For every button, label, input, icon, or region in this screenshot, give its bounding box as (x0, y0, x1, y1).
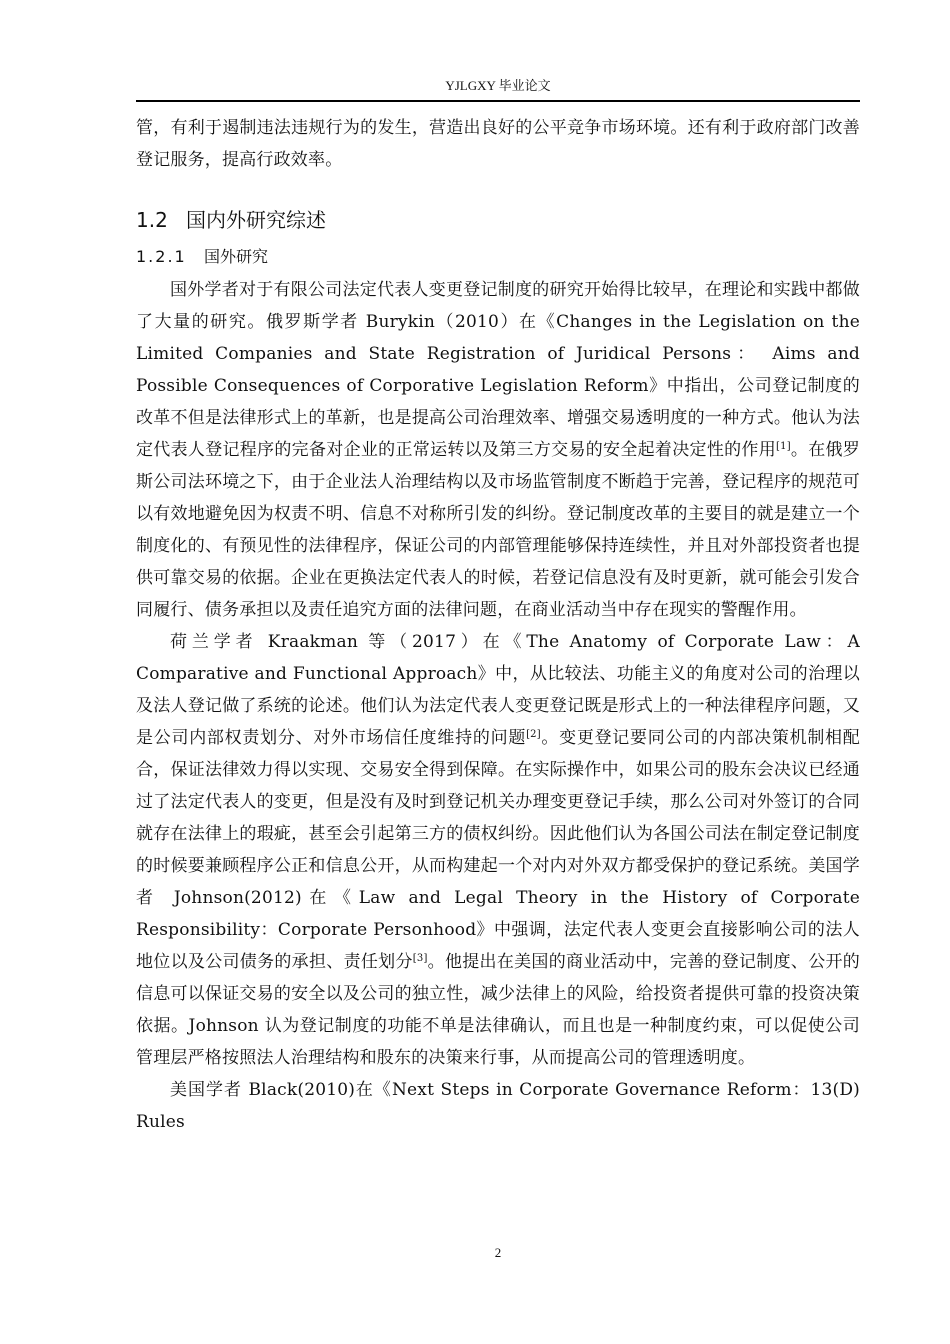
header-rule (136, 100, 860, 102)
paragraph-black (136, 1074, 860, 1138)
paragraph-text: 。他提出在美国的商业活动中，完善的登记制度、公开的信息可以保证交易的安全以及公司的独立性，减少法律上的风险，给投资者提供可靠的投资决策依据。Johnson 认为登记制度的功能不单是法律确认，而且也是一种制度约束，可以促使公司管理层严格按照法人治理结构和股东的决策来行事，从而提高公司的管理透明度。 (136, 952, 861, 1068)
paragraph-kraakman (136, 626, 860, 1074)
running-header: YJLGXY 毕业论文 (445, 78, 551, 93)
page-number: 2 (494, 1245, 502, 1260)
page-content (136, 112, 860, 1138)
paragraph-text: 。在俄罗斯公司法环境之下，由于企业法人治理结构以及市场监管制度不断趋于完善，登记程序的规范可以有效地避免因为权责不明、信息不对称所引发的纠纷。登记制度改革的主要目的就是建立一个制度化的、有预见性的法律程序，保证公司的内部管理能够保持连续性，并且对外部投资者也提供可靠交易的依据。企业在更换法定代表人的时候，若登记信息没有及时更新，就可能会引发合同履行、债务承担以及责任追究方面的法律问题，在商业活动当中存在现实的警醒作用。 (136, 440, 860, 620)
subsection-title: 国外研究 (204, 247, 269, 266)
section-title: 国内外研究综述 (186, 208, 326, 232)
section-number: 1.2 (136, 208, 168, 232)
paragraph-text: 荷兰学者 Kraakman 等（2017）在《The Anatomy of Corporate Law：A Comparative and Functional Approach》中，从比较法、功能主义的角度对公司的治理以及法人登记做了系统的论述。他们认为法定代表人变更登记既是形式上的一种法律程序问题，又是公司内部权责划分、对外市场信任度维持的问题 (136, 632, 860, 748)
section-heading (136, 206, 860, 234)
citation-ref: [2] (526, 729, 541, 740)
citation-ref: [3] (412, 953, 428, 964)
subsection-number: 1.2.1 (136, 247, 187, 266)
continued-paragraph: 管，有利于遏制违法违规行为的发生，营造出良好的公平竞争市场环境。还有利于政府部门改善登记服务，提高行政效率。 (136, 118, 860, 170)
paragraph-text: 国外学者对于有限公司法定代表人变更登记制度的研究开始得比较早，在理论和实践中都做了大量的研究。俄罗斯学者 Burykin（2010）在《Changes in the Legislation on the Limited Companies and State Registration of Juridical Persons： Aims and Possible Consequences of Corporative Legislation Reform》中指出，公司登记制度的改革不但是法律形式上的革新，也是提高公司治理效率、增强交易透明度的一种方式。他认为法定代表人登记程序的完备对企业的正常运转以及第三方交易的安全起着决定性的作用 (136, 280, 860, 460)
subsection-heading (136, 244, 860, 270)
paragraph-text: 美国学者 Black(2010)在《Next Steps in Corporate Governance Reform：13(D) Rules (136, 1080, 860, 1132)
paragraph-text: 。变更登记要同公司的内部决策机制相配合，保证法律效力得以实现、交易安全得到保障。在实际操作中，如果公司的股东会决议已经通过了法定代表人的变更，但是没有及时到登记机关办理变更登记手续，那么公司对外签订的合同就存在法律上的瑕疵，甚至会引起第三方的债权纠纷。因此他们认为各国公司法在制定登记制度的时候要兼顾程序公正和信息公开，从而构建起一个对内对外双方都受保护的登记系统。美国学者 Johnson(2012)在《Law and Legal Theory in the History of Corporate Responsibility：Corporate Personhood》中强调，法定代表人变更会直接影响公司的法人地位以及公司债务的承担、责任划分 (136, 728, 860, 972)
paragraph-burykin (136, 274, 860, 626)
citation-ref: [1] (776, 441, 791, 452)
